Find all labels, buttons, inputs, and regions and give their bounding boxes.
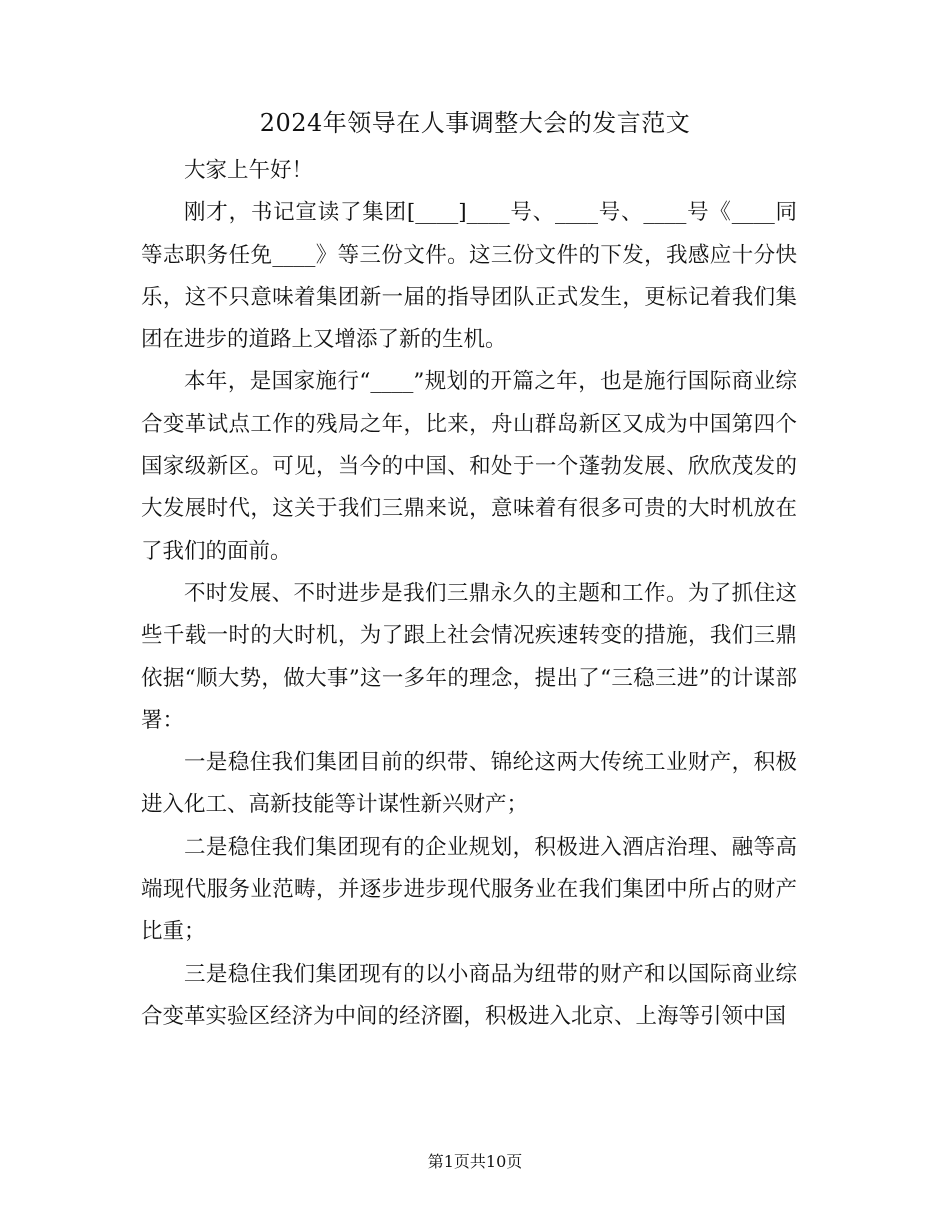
- paragraph: 二是稳住我们集团现有的企业规划，积极进入酒店治理、融等高端现代服务业范畴，并逐步进步现代服务业在我们集团中所占的财产比重；: [141, 834, 797, 945]
- paragraph: 不时发展、不时进步是我们三鼎永久的主题和工作。为了抓住这些千载一时的大时机，为了跟上社会情况疾速转变的措施，我们三鼎依据“顺大势，做大事”这一多年的理念，提出了“三稳三进”的计谋部署：: [141, 580, 797, 733]
- document-body: [141, 150, 797, 1038]
- paragraph-greeting: 大家上午好！: [184, 158, 314, 183]
- paragraph: 本年，是国家施行“____”规划的开篇之年，也是施行国际商业综合变革试点工作的残局之年，比来，舟山群岛新区又成为中国第四个国家级新区。可见，当今的中国、和处于一个蓬勃发展、欣欣茂发的大发展时代，这关于我们三鼎来说，意味着有很多可贵的大时机放在了我们的面前。: [141, 369, 797, 564]
- paragraph: 三是稳住我们集团现有的以小商品为纽带的财产和以国际商业综合变革实验区经济为中间的经济圈，积极进入北京、上海等引领中国: [141, 961, 797, 1029]
- page-number-footer: 第1页共10页: [427, 1152, 523, 1171]
- paragraph: 刚才，书记宣读了集团[____]____号、____号、____号《____同等志职务任免____》等三份文件。这三份文件的下发，我感应十分快乐，这不只意味着集团新一届的指导团队正式发生，更标记着我们集团在进步的道路上又增添了新的生机。: [141, 200, 797, 353]
- paragraph: 一是稳住我们集团目前的织带、锦纶这两大传统工业财产，积极进入化工、高新技能等计谋性新兴财产；: [141, 750, 797, 818]
- document-title: 2024年领导在人事调整大会的发言范文: [259, 109, 691, 137]
